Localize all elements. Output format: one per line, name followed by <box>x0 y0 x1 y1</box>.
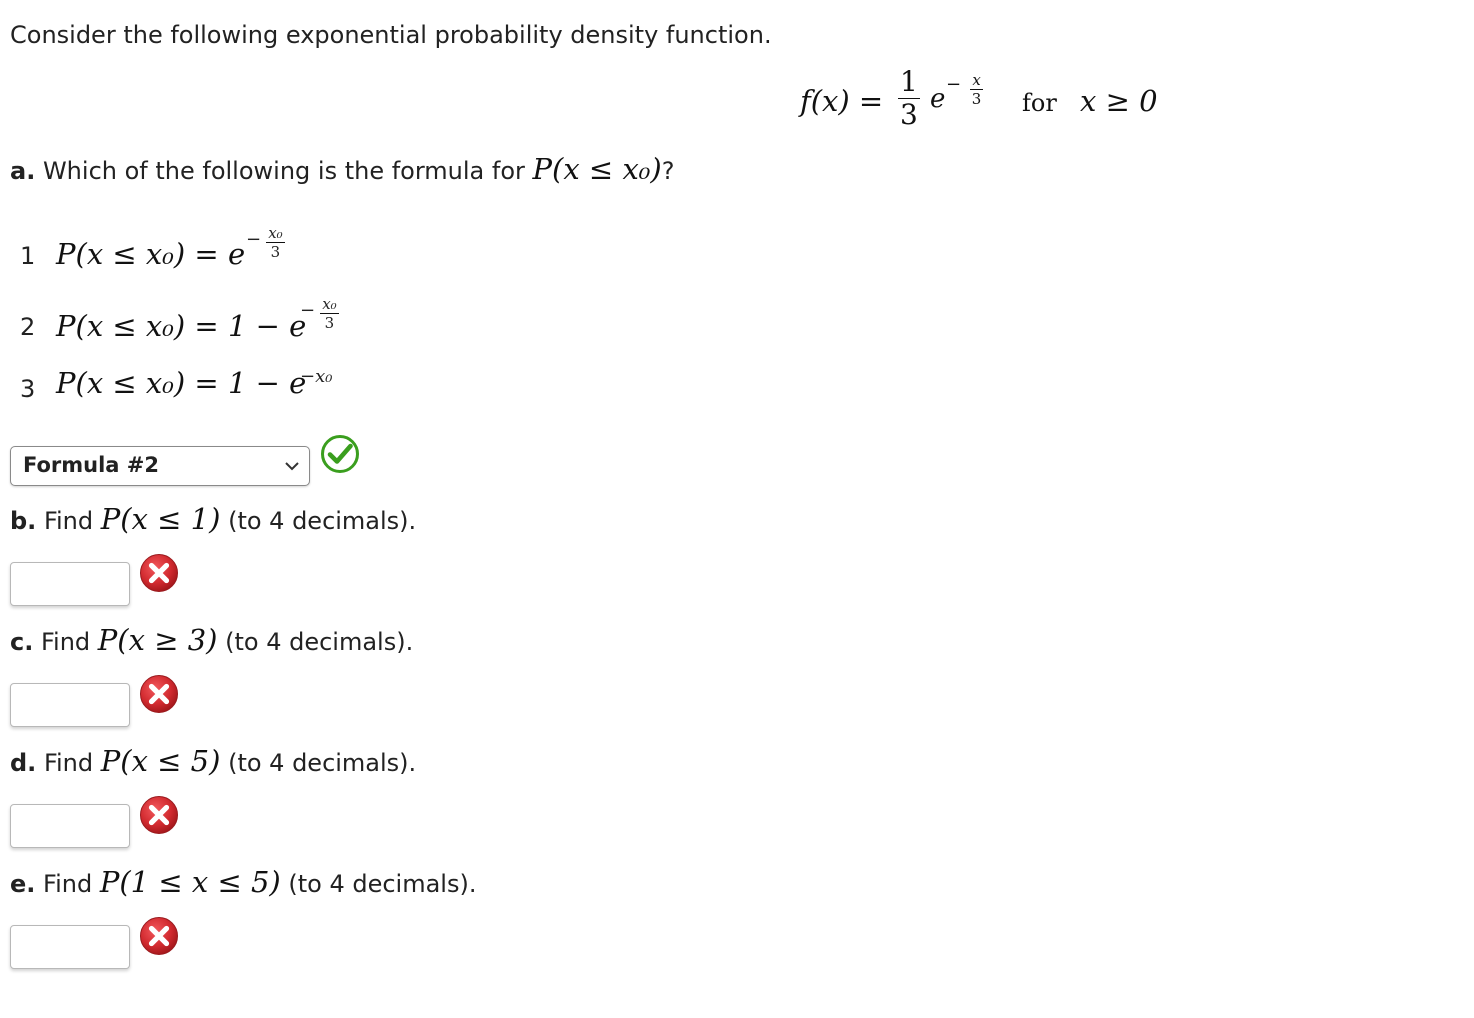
option-3-lhs: P(x ≤ x₀) = 1 − e <box>56 366 307 400</box>
option-1-exp-fraction <box>266 225 284 260</box>
part-e-answer-input[interactable] <box>10 925 130 969</box>
part-d-answer-input[interactable] <box>10 804 130 848</box>
part-c-label: c. <box>10 628 34 656</box>
option-1-exp-num: x₀ <box>268 224 283 242</box>
part-a-question-math: P(x ≤ x₀) <box>532 152 662 186</box>
part-d-label: d. <box>10 749 37 777</box>
part-d-find: Find <box>43 749 94 777</box>
part-c-suffix: (to 4 decimals). <box>225 628 414 656</box>
option-2-exp-num: x₀ <box>322 295 337 313</box>
option-3-exponent: −x₀ <box>300 366 333 387</box>
part-d-suffix: (to 4 decimals). <box>228 749 417 777</box>
part-b-answer-input[interactable] <box>10 562 130 606</box>
pdf-exp-fraction <box>970 72 982 107</box>
pdf-fraction <box>898 66 920 131</box>
part-a-question <box>10 154 675 186</box>
part-e-find: Find <box>43 870 93 898</box>
part-c-answer-input[interactable] <box>10 683 130 727</box>
pdf-exp-num: x <box>972 71 981 89</box>
part-e-math: P(1 ≤ x ≤ 5) <box>99 865 281 899</box>
option-2-exponent <box>300 296 339 331</box>
part-a-question-text: Which of the following is the formula for <box>42 157 525 185</box>
part-c-question <box>10 625 413 657</box>
option-1-exponent <box>246 225 285 260</box>
formula-select[interactable] <box>10 446 310 486</box>
pdf-fraction-den: 3 <box>900 98 918 131</box>
option-2-lhs: P(x ≤ x₀) = 1 − e <box>56 309 307 343</box>
chevron-down-icon <box>283 457 301 479</box>
part-a-label: a. <box>10 157 36 185</box>
formula-select-value: Formula #2 <box>23 453 159 477</box>
x-circle-icon <box>139 553 179 593</box>
part-a-question-end: ? <box>661 157 675 185</box>
part-b-question <box>10 504 416 536</box>
pdf-exp-den: 3 <box>971 90 982 108</box>
option-2-exp-den: 3 <box>324 314 335 332</box>
x-circle-icon <box>139 795 179 835</box>
pdf-for-label: for <box>1022 89 1057 117</box>
exp-minus: − <box>946 74 962 95</box>
option-2-exp-fraction <box>320 296 338 331</box>
pdf-exponent <box>946 72 983 107</box>
part-e-suffix: (to 4 decimals). <box>288 870 477 898</box>
part-e-question <box>10 867 476 899</box>
part-b-label: b. <box>10 507 37 535</box>
part-d-math: P(x ≤ 5) <box>100 744 221 778</box>
x-circle-icon <box>139 674 179 714</box>
option-number: 1 <box>20 242 36 270</box>
pdf-condition: x ≥ 0 <box>1080 84 1158 118</box>
part-b-find: Find <box>43 507 94 535</box>
x-circle-icon <box>139 916 179 956</box>
part-c-find: Find <box>40 628 91 656</box>
part-c-math: P(x ≥ 3) <box>97 623 218 657</box>
exp-minus: − <box>300 300 316 321</box>
pdf-base: e <box>930 84 946 114</box>
part-e-label: e. <box>10 870 36 898</box>
option-number: 3 <box>20 375 36 403</box>
part-b-math: P(x ≤ 1) <box>100 502 221 536</box>
pdf-lhs: f(x) = <box>800 84 884 118</box>
option-1-exp-den: 3 <box>270 243 281 261</box>
option-1-lhs: P(x ≤ x₀) = e <box>56 237 246 271</box>
check-circle-icon <box>320 434 360 474</box>
intro-text: Consider the following exponential probability density function. <box>10 21 772 49</box>
pdf-fraction-num: 1 <box>900 65 918 98</box>
part-b-suffix: (to 4 decimals). <box>228 507 417 535</box>
part-d-question <box>10 746 416 778</box>
exp-minus: − <box>246 229 262 250</box>
option-number: 2 <box>20 313 36 341</box>
